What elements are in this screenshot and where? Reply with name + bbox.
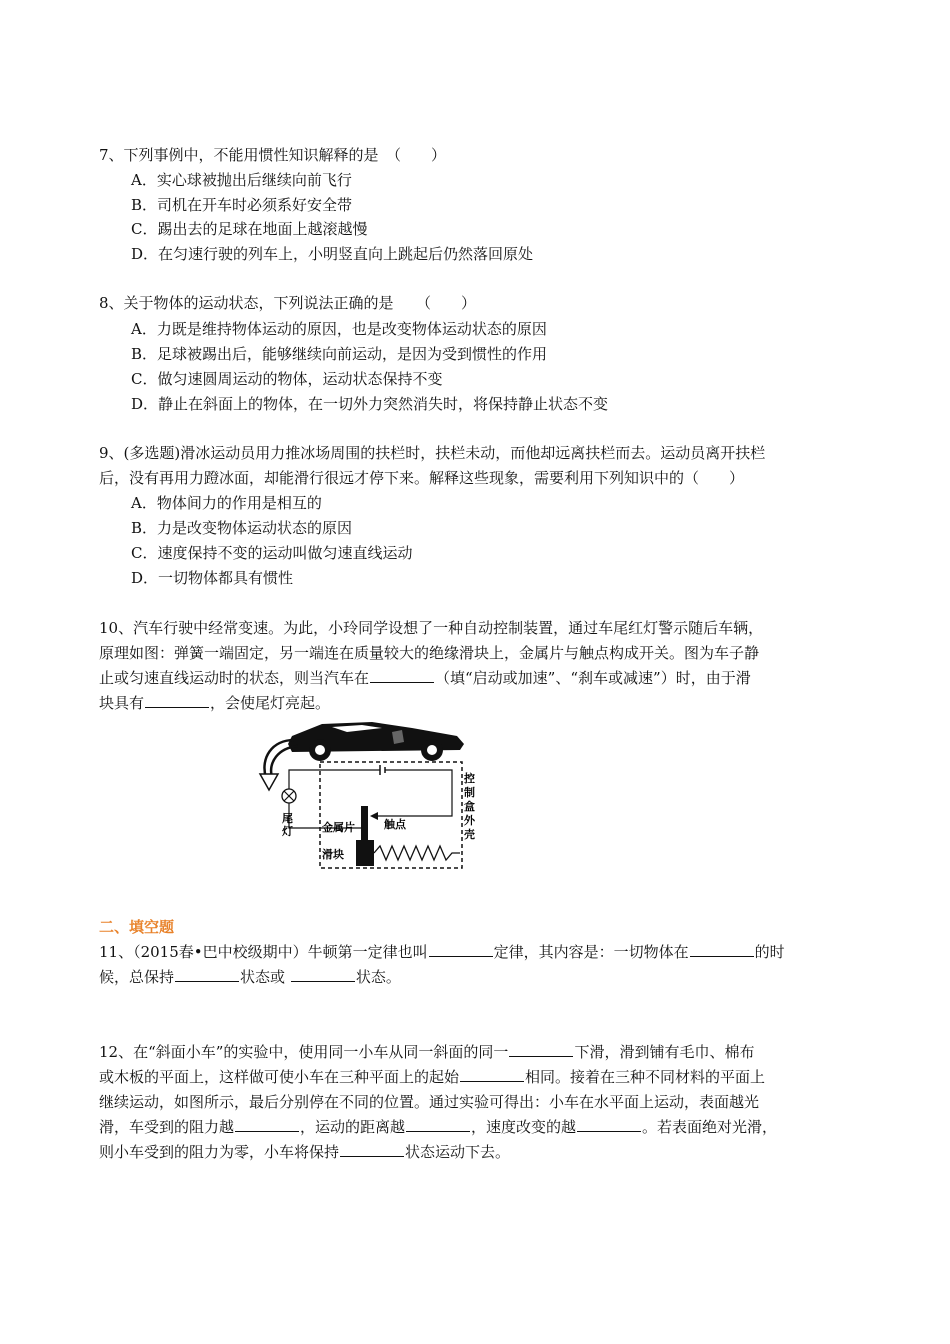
- q7-option-d: D．在匀速行驶的列车上，小明竖直向上跳起后仍然落回原处: [131, 245, 534, 263]
- curved-arrow-icon: [260, 740, 298, 790]
- q10-blank-1[interactable]: [370, 666, 434, 683]
- label-tail-light-2: 灯: [282, 825, 293, 838]
- q7-option-c: C．踢出去的足球在地面上越滚越慢: [131, 220, 368, 238]
- svg-text:控: 控: [464, 772, 475, 785]
- label-metal-strip: 金属片: [322, 821, 355, 834]
- q12-line1: [99, 1040, 754, 1064]
- q10-line3: [99, 666, 751, 690]
- q12-blank-1[interactable]: [509, 1040, 573, 1057]
- q8-option-a: A．力既是维持物体运动的原因，也是改变物体运动状态的原因: [131, 320, 547, 338]
- q12-line2-text-a: 或木板的平面上，这样做可使小车在三种平面上的起始: [99, 1068, 460, 1086]
- q11-blank-2[interactable]: [690, 940, 754, 957]
- q12-blank-6[interactable]: [340, 1140, 404, 1157]
- q10-line3-text-b: （填“启动或加速”、“刹车或减速”）时，由于滑: [435, 669, 751, 687]
- q8-option-c: C．做匀速圆周运动的物体，运动状态保持不变: [131, 370, 443, 388]
- q11-line1-text-a: 11、（2015春•巴中校级期中）牛顿第一定律也叫: [99, 943, 428, 961]
- q11-line2-text-b: 状态或: [240, 968, 286, 986]
- q10-line4-text-b: ，会使尾灯亮起。: [210, 694, 331, 712]
- q11-line2: [99, 965, 401, 989]
- q12-blank-4[interactable]: [406, 1115, 470, 1132]
- circuit-diagram: [252, 718, 482, 873]
- q12-blank-2[interactable]: [460, 1065, 524, 1082]
- tail-light-icon: [282, 789, 296, 803]
- q8-option-b: B．足球被踢出后，能够继续向前运动，是因为受到惯性的作用: [131, 345, 548, 363]
- q7-option-b: B．司机在开车时必须系好安全带: [131, 196, 353, 214]
- q9-option-a: A．物体间力的作用是相互的: [131, 494, 322, 512]
- q12-line2-text-b: 相同。接着在三种不同材料的平面上: [525, 1068, 766, 1086]
- q12-line5-text-a: 则小车受到的阻力为零，小车将保持: [99, 1143, 340, 1161]
- label-tail-light-1: 尾: [282, 812, 293, 825]
- q12-line1-text-a: 12、在“斜面小车”的实验中，使用同一小车从同一斜面的同一: [99, 1043, 509, 1061]
- svg-text:壳: 壳: [464, 828, 475, 841]
- spring-icon: [374, 846, 460, 860]
- label-control-box: [463, 771, 476, 841]
- q7-stem: 7、下列事例中，不能用惯性知识解释的是 （ ）: [99, 146, 447, 164]
- q11-line2-text-c: 状态。: [355, 968, 401, 986]
- q11-line1-text-b: 定律，其内容是：一切物体在: [493, 943, 689, 961]
- q12-line4: [99, 1115, 777, 1139]
- svg-text:盒: 盒: [464, 800, 475, 813]
- q12-line4-text-a: 滑，车受到的阻力越: [99, 1118, 235, 1136]
- section-title-fill-in: 二、填空题: [99, 918, 175, 936]
- q9-stem-line2: 后，没有再用力蹬冰面，却能滑行很远才停下来。解释这些现象，需要利用下列知识中的（ ）: [99, 469, 745, 487]
- q12-line4-text-d: 。若表面绝对光滑，: [642, 1118, 778, 1136]
- q9-option-c: C．速度保持不变的运动叫做匀速直线运动: [131, 544, 413, 562]
- q12-blank-3[interactable]: [235, 1115, 299, 1132]
- metal-strip: [361, 806, 368, 842]
- q12-line3: 继续运动，如图所示，最后分别停在不同的位置。通过实验可得出：小车在水平面上运动，表面越光: [99, 1093, 760, 1111]
- contact-arrow-icon: [370, 812, 378, 820]
- q10-line3-text-a: 止或匀速直线运动时的状态，则当汽车在: [99, 669, 370, 687]
- q11-line2-text-a: 候，总保持: [99, 968, 175, 986]
- q10-line4: [99, 691, 330, 715]
- svg-text:制: 制: [464, 786, 475, 799]
- label-contact: 触点: [384, 818, 406, 831]
- q11-blank-1[interactable]: [429, 940, 493, 957]
- q12-blank-5[interactable]: [577, 1115, 641, 1132]
- car-icon: [288, 722, 464, 761]
- q9-option-d: D．一切物体都具有惯性: [131, 569, 294, 587]
- q10-line2: 原理如图：弹簧一端固定，另一端连在质量较大的绝缘滑块上，金属片与触点构成开关。图为车子静: [99, 644, 760, 662]
- q10-line1: 10、汽车行驶中经常变速。为此，小玲同学设想了一种自动控制装置，通过车尾红灯警示随后车辆，: [99, 619, 764, 637]
- q12-line5-text-b: 状态运动下去。: [405, 1143, 511, 1161]
- q7-option-a: A．实心球被抛出后继续向前飞行: [131, 171, 352, 189]
- q9-stem-line1: 9、(多选题)滑冰运动员用力推冰场周围的扶栏时，扶栏未动，而他却远离扶栏而去。运动员离开扶栏: [99, 444, 766, 462]
- q12-line4-text-c: ，速度改变的越: [471, 1118, 577, 1136]
- q12-line2: [99, 1065, 765, 1089]
- q8-stem: 8、关于物体的运动状态，下列说法正确的是 （ ）: [99, 294, 477, 312]
- q11-line1-text-c: 的时: [754, 943, 785, 961]
- q11-blank-4[interactable]: [291, 965, 355, 982]
- q10-line4-text-a: 块具有: [99, 694, 145, 712]
- q10-blank-2[interactable]: [145, 691, 209, 708]
- q12-line1-text-b: 下滑，滑到铺有毛巾、棉布: [574, 1043, 755, 1061]
- q8-option-d: D．静止在斜面上的物体，在一切外力突然消失时，将保持静止状态不变: [131, 395, 609, 413]
- q12-line5: [99, 1140, 510, 1164]
- q12-line4-text-b: ，运动的距离越: [300, 1118, 406, 1136]
- slider-block: [356, 840, 374, 866]
- svg-text:外: 外: [464, 814, 475, 827]
- q9-option-b: B．力是改变物体运动状态的原因: [131, 519, 353, 537]
- q11-line1: [99, 940, 785, 964]
- label-slider: 滑块: [322, 848, 344, 861]
- q11-blank-3[interactable]: [175, 965, 239, 982]
- q10-circuit-figure: [252, 718, 482, 877]
